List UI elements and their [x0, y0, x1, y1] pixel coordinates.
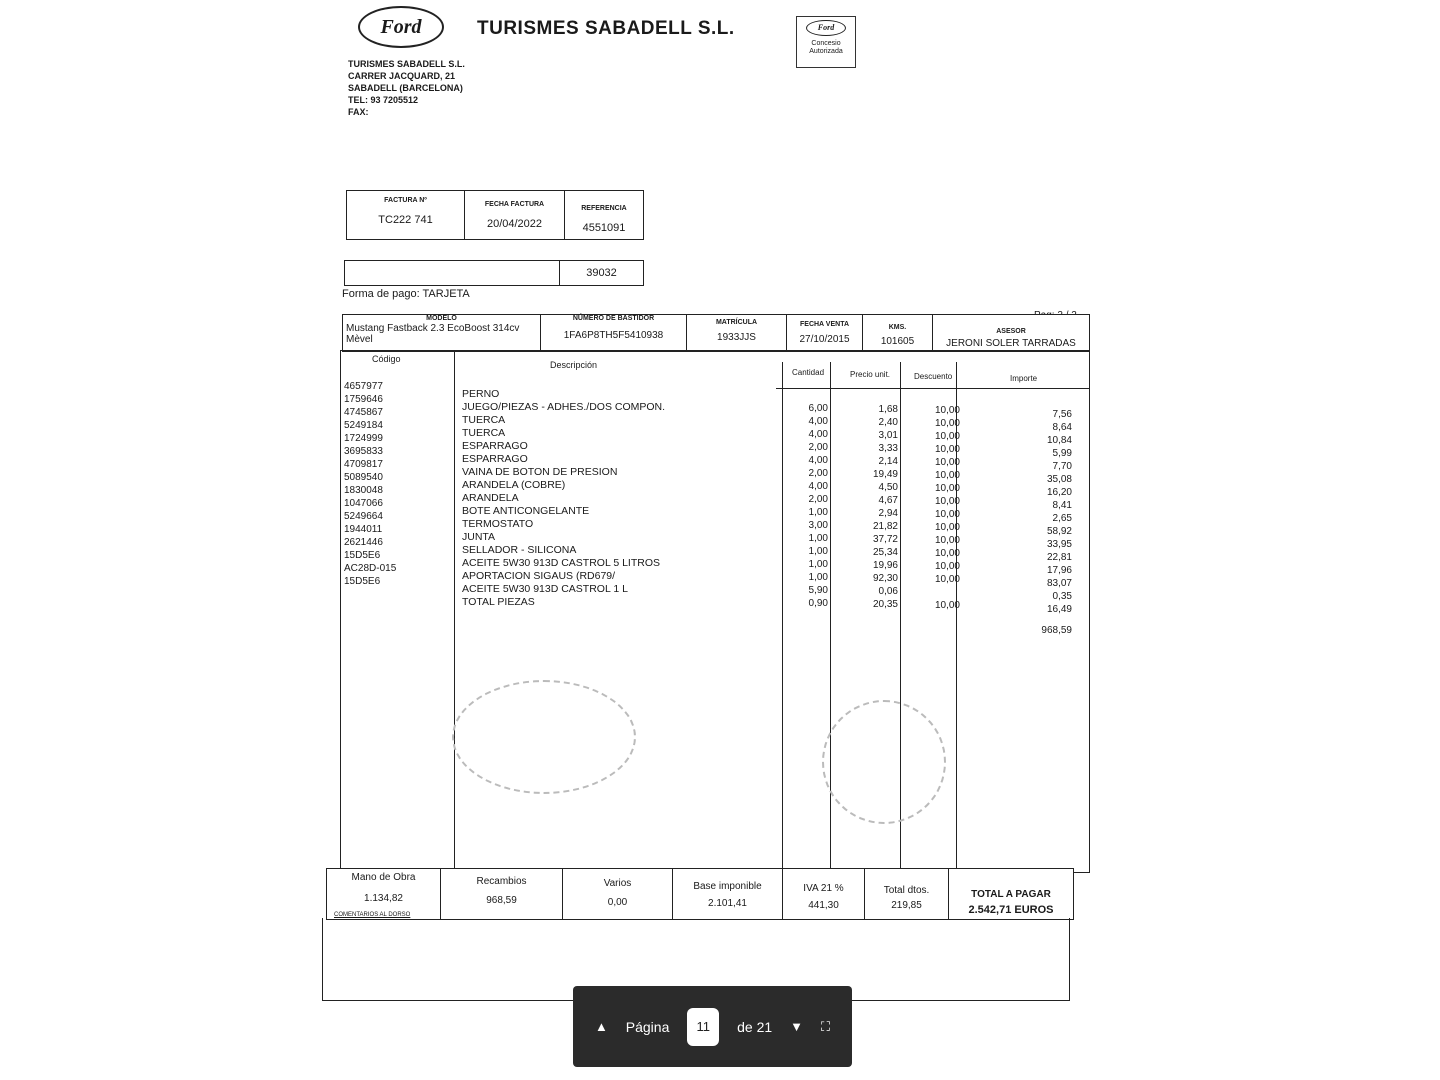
header-underline: [776, 388, 1089, 389]
fullscreen-icon[interactable]: ⛶: [820, 1018, 830, 1034]
item-quantity: 4,00: [808, 481, 828, 492]
item-description: JUEGO/PIEZAS - ADHES./DOS COMPON.: [462, 401, 666, 413]
workshop-stamp: [452, 680, 636, 794]
vehicle-info-row: [342, 314, 1090, 352]
item-amount: 58,92: [1046, 526, 1072, 537]
item-amount: 17,96: [1046, 565, 1072, 576]
col-qty-header: Cantidad: [792, 368, 825, 377]
item-code: 15D5E6: [344, 550, 381, 561]
item-price: 21,82: [872, 521, 898, 532]
price-column: [842, 403, 898, 611]
item-discount: 10,00: [934, 457, 960, 468]
item-description: ARANDELA (COBRE): [462, 479, 566, 491]
comments-note: COMENTARIOS AL DORSO: [334, 912, 411, 918]
labor-value: 1.134,82: [364, 893, 403, 904]
item-code: 15D5E6: [344, 576, 381, 587]
item-discount: 10,00: [934, 548, 960, 559]
item-price: 3,01: [878, 430, 898, 441]
company-address: [348, 58, 465, 118]
reference-label: REFERENCIA: [581, 205, 627, 212]
dealer-logo: Ford: [806, 20, 846, 36]
kms-value: 101605: [880, 336, 915, 347]
item-price: 2,14: [878, 456, 898, 467]
item-description: VAINA DE BOTON DE PRESION: [462, 466, 618, 478]
item-discount: 10,00: [934, 444, 960, 455]
parts-value: 968,59: [486, 895, 517, 906]
vat-value: 441,30: [808, 900, 839, 911]
invoice-number-label: FACTURA Nº: [384, 197, 427, 204]
advisor-value: JERONI SOLER TARRADAS: [946, 338, 1076, 349]
table-top-line: [340, 350, 1089, 351]
item-amount: 7,56: [1052, 409, 1072, 420]
item-discount: 10,00: [934, 483, 960, 494]
sale-date-value: 27/10/2015: [799, 334, 850, 345]
item-discount: 10,00: [934, 574, 960, 585]
address-line: CARRER JACQUARD, 21: [348, 71, 456, 81]
item-quantity: 4,00: [808, 429, 828, 440]
item-amount: 0,35: [1052, 591, 1072, 602]
item-description: ACEITE 5W30 913D CASTROL 5 LITROS: [462, 557, 661, 569]
item-description: ESPARRAGO: [462, 453, 528, 465]
item-code: 4745867: [344, 407, 383, 418]
item-price: 25,34: [872, 547, 898, 558]
item-code: 4657977: [344, 381, 383, 392]
item-discount: 10,00: [934, 522, 960, 533]
item-quantity: 5,90: [808, 585, 828, 596]
item-description: BOTE ANTICONGELANTE: [462, 505, 590, 517]
client-code: 39032: [559, 261, 643, 285]
item-amount: 8,41: [1052, 500, 1072, 511]
item-description: PERNO: [462, 388, 500, 400]
total-due-value: 2.542,71 EUROS: [968, 904, 1054, 916]
item-amount: 83,07: [1046, 578, 1072, 589]
tax-base-label: Base imponible: [693, 881, 762, 892]
code-column: [344, 380, 396, 588]
item-discount: 10,00: [934, 509, 960, 520]
item-code: 4709817: [344, 459, 383, 470]
invoice-page: [322, 0, 1092, 1080]
item-price: 2,94: [878, 508, 898, 519]
total-parts-value: 968,59: [1041, 625, 1072, 636]
item-price: 19,96: [872, 560, 898, 571]
total-due-label: TOTAL A PAGAR: [971, 889, 1051, 900]
address-line: FAX:: [348, 107, 369, 117]
parts-label: Recambios: [476, 876, 527, 887]
item-description: TERMOSTATO: [462, 518, 534, 530]
invoice-number: TC222 741: [378, 214, 433, 226]
item-amount: 16,49: [1046, 604, 1072, 615]
item-description: SELLADOR - SILICONA: [462, 544, 577, 556]
item-price: 19,49: [872, 469, 898, 480]
item-quantity: 1,00: [808, 533, 828, 544]
page-navigator: [573, 986, 852, 1067]
item-code: 5249664: [344, 511, 383, 522]
item-quantity: 1,00: [808, 559, 828, 570]
item-quantity: 1,00: [808, 572, 828, 583]
item-quantity: 1,00: [808, 546, 828, 557]
item-amount: 22,81: [1046, 552, 1072, 563]
logo-text: Ford: [380, 15, 422, 38]
discount-column: [918, 404, 960, 612]
kms-label: KMS.: [888, 324, 907, 331]
item-description: JUNTA: [462, 531, 496, 543]
item-code: 3695833: [344, 446, 383, 457]
item-code: 1944011: [344, 524, 383, 535]
item-quantity: 4,00: [808, 455, 828, 466]
client-box: [344, 260, 644, 286]
item-quantity: 1,00: [808, 507, 828, 518]
model-label: MODELO: [426, 315, 457, 322]
item-code: 1047066: [344, 498, 383, 509]
ford-logo: [358, 6, 444, 48]
item-quantity: 2,00: [808, 494, 828, 505]
company-name: TURISMES SABADELL S.L.: [477, 18, 735, 39]
item-price: 4,50: [878, 482, 898, 493]
items-table: [340, 350, 1090, 873]
vat-label: IVA 21 %: [803, 883, 844, 894]
divider-code: [454, 350, 455, 872]
plate-value: 1933JJS: [717, 332, 756, 343]
model-value: Mustang Fastback 2.3 EcoBoost 314cv Mèvel: [346, 323, 520, 345]
item-discount: 10,00: [934, 405, 960, 416]
payment-method: Forma de pago: TARJETA: [342, 288, 470, 300]
col-code-header: Código: [372, 354, 401, 364]
page-number-input[interactable]: 11: [687, 1008, 719, 1046]
item-code: 5249184: [344, 420, 383, 431]
item-discount: 10,00: [934, 431, 960, 442]
item-amount: 33,95: [1046, 539, 1072, 550]
item-amount: 10,84: [1046, 435, 1072, 446]
item-price: 37,72: [872, 534, 898, 545]
item-discount: 10,00: [934, 535, 960, 546]
dealer-badge: [796, 16, 856, 68]
plate-label: MATRÍCULA: [715, 319, 758, 326]
item-description: TOTAL PIEZAS: [462, 596, 535, 608]
item-discount: [918, 586, 960, 599]
item-discount: 10,00: [934, 496, 960, 507]
item-price: 1,68: [878, 404, 898, 415]
discount-total-value: 219,85: [891, 900, 922, 911]
totals-row: [326, 868, 1074, 920]
discount-total-label: Total dtos.: [883, 885, 930, 896]
item-code: 1759646: [344, 394, 383, 405]
tax-base-value: 2.101,41: [708, 898, 747, 909]
item-discount: 10,00: [934, 561, 960, 572]
col-desc-header: Descripción: [550, 360, 598, 370]
col-price-header: Precio unit.: [850, 370, 891, 379]
invoice-date: 20/04/2022: [486, 218, 543, 230]
next-page-icon[interactable]: ▼: [790, 1019, 803, 1034]
item-discount: 10,00: [934, 600, 960, 611]
item-quantity: 0,90: [808, 598, 828, 609]
seal-stamp: [822, 700, 946, 824]
dealer-line2: Autorizada: [809, 48, 843, 55]
item-description: TUERCA: [462, 427, 506, 439]
item-code: 1830048: [344, 485, 383, 496]
address-line: TURISMES SABADELL S.L.: [348, 59, 465, 69]
item-description: ESPARRAGO: [462, 440, 528, 452]
reference-number: 4551091: [582, 222, 626, 234]
item-amount: 5,99: [1052, 448, 1072, 459]
invoice-info-box: [346, 190, 644, 240]
prev-page-icon[interactable]: ▲: [595, 1019, 608, 1034]
item-amount: 2,65: [1052, 513, 1072, 524]
item-price: 4,67: [878, 495, 898, 506]
divider-desc: [782, 362, 783, 872]
item-description: ACEITE 5W30 913D CASTROL 1 L: [462, 583, 628, 595]
item-amount: 16,20: [1046, 487, 1072, 498]
misc-label: Varios: [603, 878, 632, 889]
item-quantity: 2,00: [808, 468, 828, 479]
description-column: [462, 388, 665, 609]
address-line: SABADELL (BARCELONA): [348, 83, 463, 93]
dealer-line1: Concesio: [811, 40, 841, 47]
item-discount: 10,00: [934, 470, 960, 481]
item-code: 2621446: [344, 537, 383, 548]
chassis-value: 1FA6P8TH5F5410938: [563, 330, 664, 341]
item-amount: 35,08: [1046, 474, 1072, 485]
item-quantity: 6,00: [808, 403, 828, 414]
item-price: 3,33: [878, 443, 898, 454]
item-price: 0,06: [878, 586, 898, 597]
col-disc-header: Descuento: [914, 372, 953, 381]
item-quantity: 4,00: [808, 416, 828, 427]
item-price: 20,35: [872, 599, 898, 610]
page-label: Página: [625, 1018, 670, 1035]
quantity-column: [792, 402, 828, 610]
item-code: 5089540: [344, 472, 383, 483]
col-amount-header: Importe: [1010, 374, 1038, 383]
page-total: de 21: [737, 1018, 773, 1035]
advisor-label: ASESOR: [996, 328, 1026, 335]
item-code: AC28D-015: [344, 563, 397, 574]
invoice-date-label: FECHA FACTURA: [484, 201, 545, 208]
item-amount: 7,70: [1052, 461, 1072, 472]
sale-date-label: FECHA VENTA: [800, 321, 849, 328]
misc-value: 0,00: [607, 897, 628, 908]
labor-label: Mano de Obra: [351, 872, 416, 883]
item-quantity: 2,00: [808, 442, 828, 453]
item-description: ARANDELA: [462, 492, 519, 504]
item-quantity: 3,00: [808, 520, 828, 531]
chassis-label: NÚMERO DE BASTIDOR: [572, 315, 655, 322]
amount-column: [1012, 408, 1072, 616]
item-code: 1724999: [344, 433, 383, 444]
item-price: 92,30: [872, 573, 898, 584]
item-description: APORTACION SIGAUS (RD679/: [462, 570, 616, 582]
item-description: TUERCA: [462, 414, 506, 426]
item-price: 2,40: [878, 417, 898, 428]
item-discount: 10,00: [934, 418, 960, 429]
address-line: TEL: 93 7205512: [348, 95, 419, 105]
item-amount: 8,64: [1052, 422, 1072, 433]
